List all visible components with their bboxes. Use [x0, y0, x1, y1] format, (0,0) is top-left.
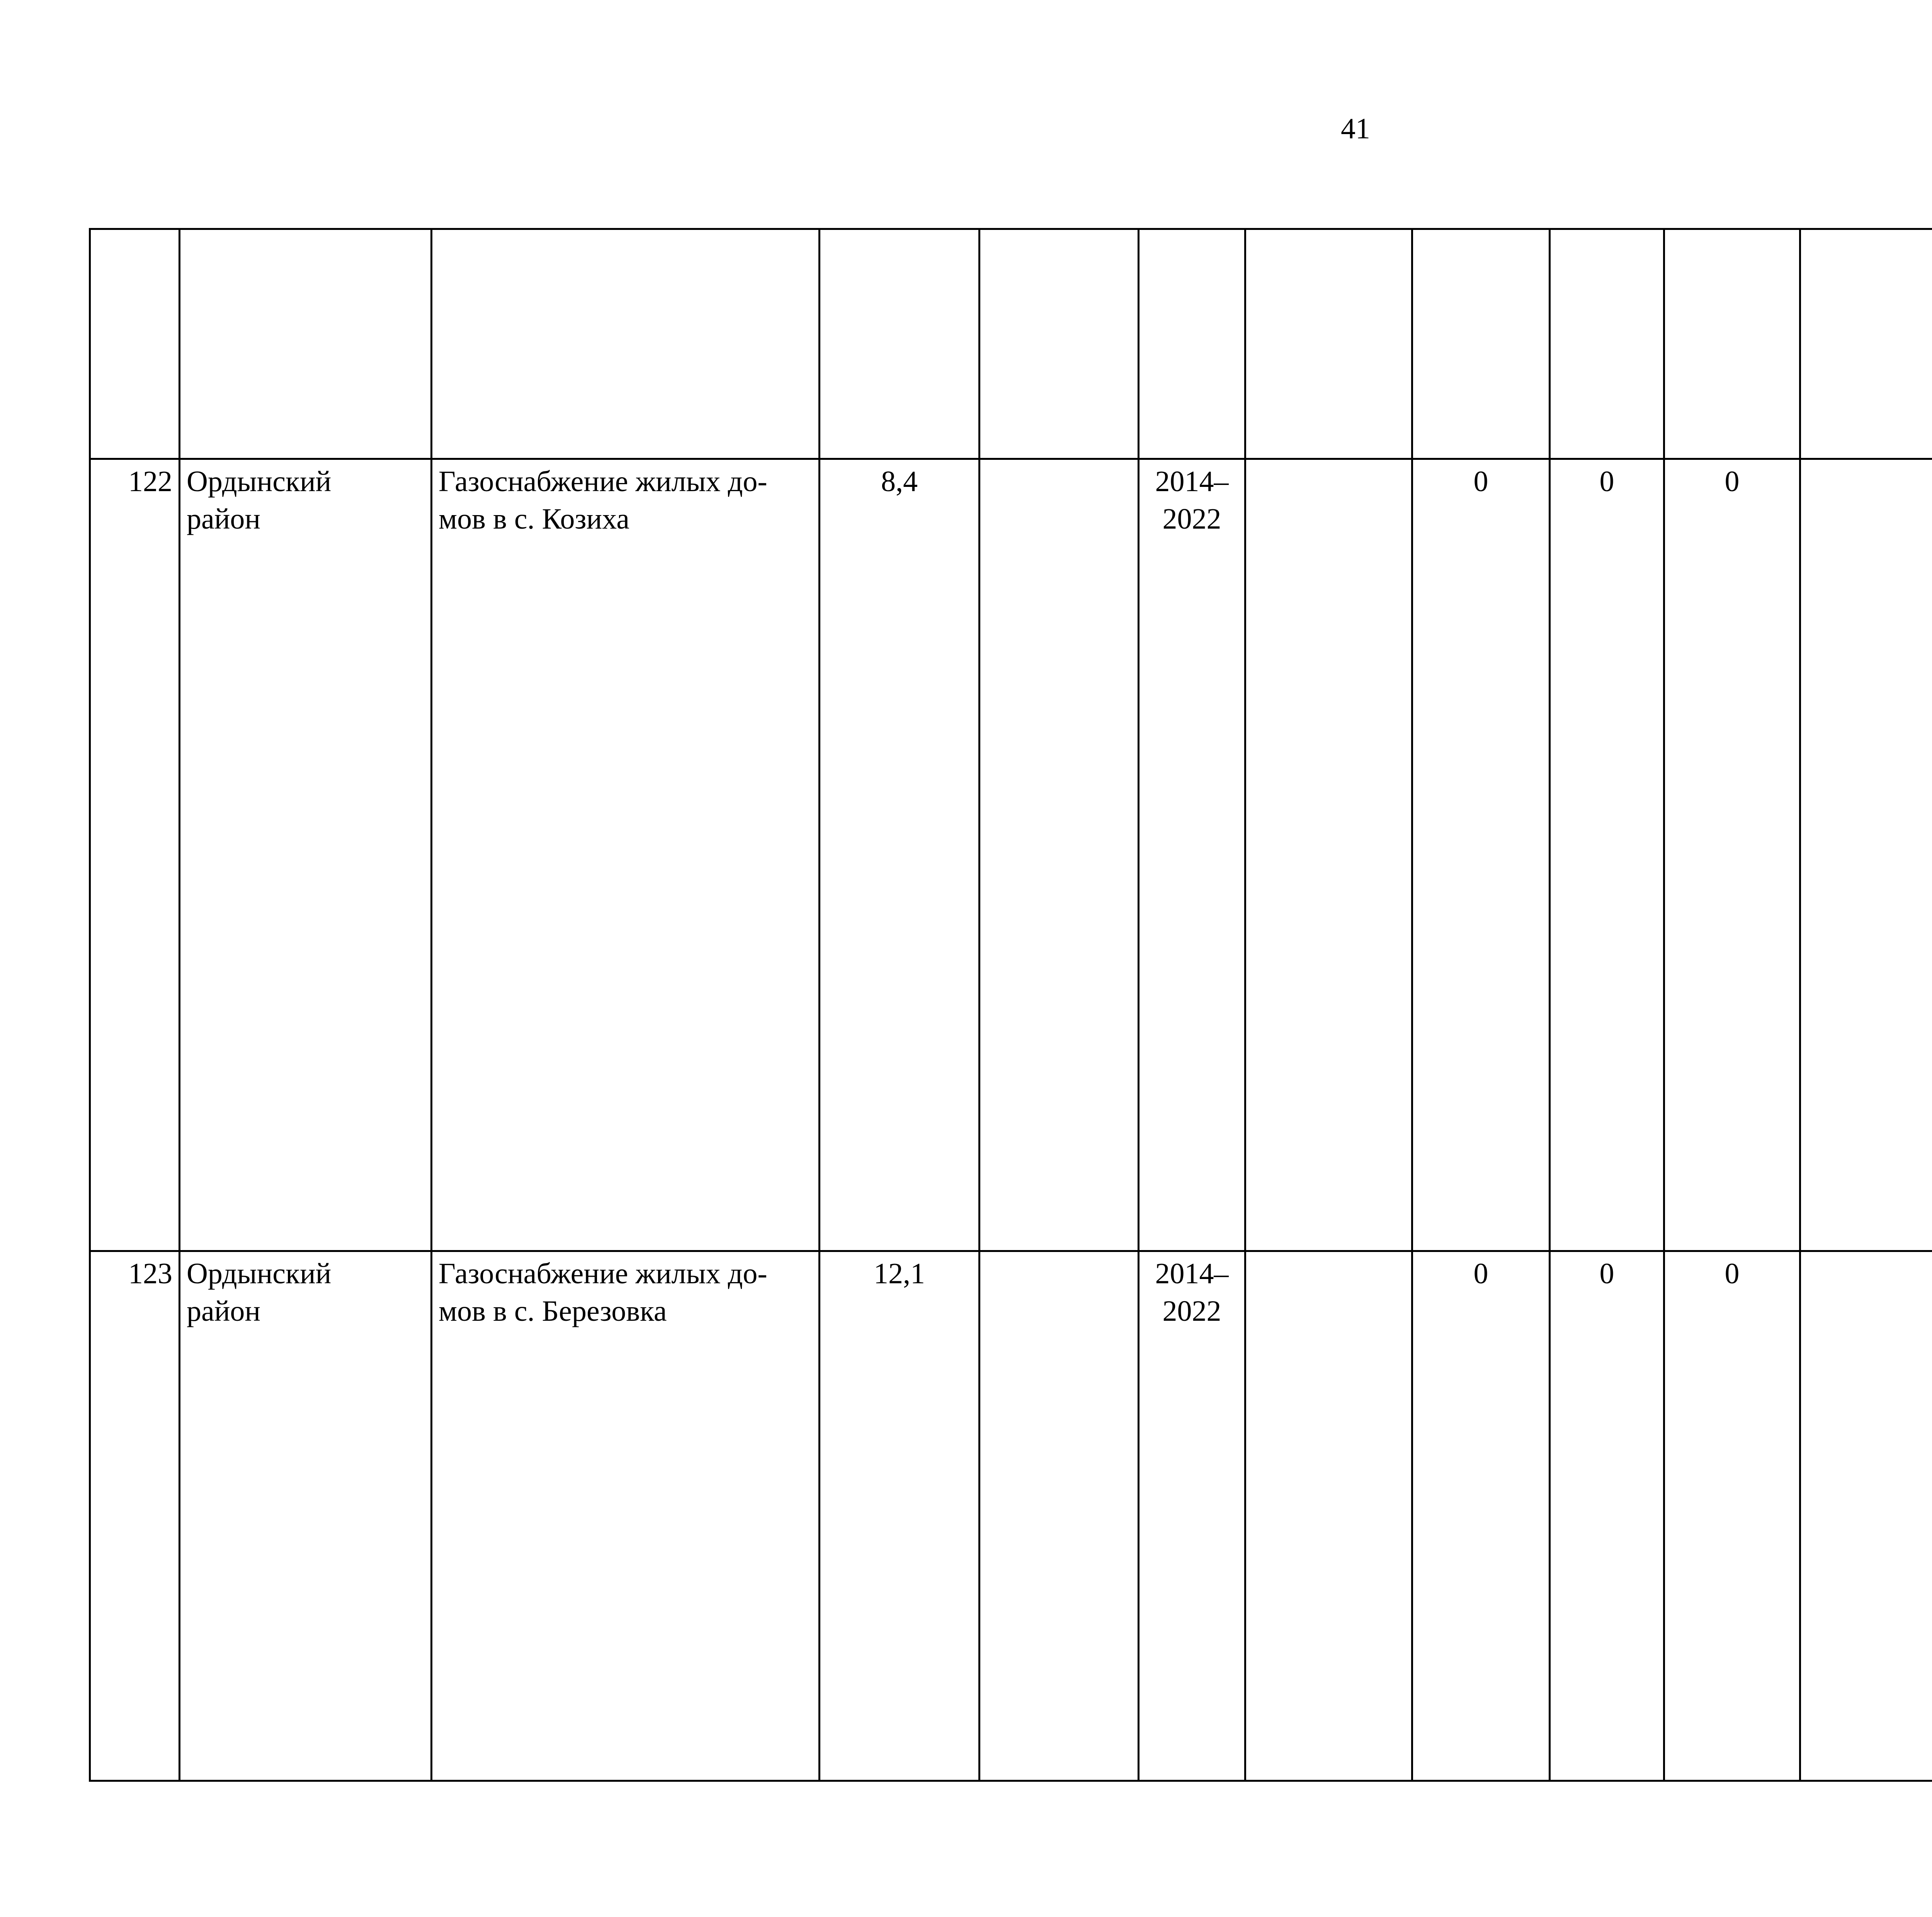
object-name-cell: [432, 229, 820, 459]
period-cell: 2014– 2022: [1139, 459, 1245, 1251]
length-cell: [820, 229, 980, 459]
table-row: [90, 1251, 1932, 1781]
gasification-table: [89, 228, 1932, 1782]
empty-cell: [1800, 459, 1932, 1251]
page-number: 41: [1341, 112, 1370, 145]
period-cell: [1139, 229, 1245, 459]
empty-cell: [1245, 229, 1412, 459]
empty-cell: [980, 459, 1139, 1251]
table-row: [90, 229, 1932, 459]
value-cell: 0: [1550, 459, 1664, 1251]
district-cell: Ордынский район: [180, 459, 432, 1251]
value-cell: [1412, 229, 1550, 459]
length-cell: 8,4: [820, 459, 980, 1251]
row-number-cell: [90, 229, 180, 459]
object-name-cell: Газоснабжение жилых до- мов в с. Березовка: [432, 1251, 820, 1781]
empty-cell: [1800, 229, 1932, 459]
row-number-cell: 122: [90, 459, 180, 1251]
value-cell: 0: [1550, 1251, 1664, 1781]
value-cell: [1664, 229, 1800, 459]
empty-cell: [980, 1251, 1139, 1781]
row-number-cell: 123: [90, 1251, 180, 1781]
district-cell: [180, 229, 432, 459]
object-name-cell: Газоснабжение жилых до- мов в с. Козиха: [432, 459, 820, 1251]
value-cell: [1550, 229, 1664, 459]
value-cell: 0: [1412, 459, 1550, 1251]
empty-cell: [1245, 459, 1412, 1251]
value-cell: 0: [1664, 459, 1800, 1251]
district-cell: Ордынский район: [180, 1251, 432, 1781]
value-cell: 0: [1412, 1251, 1550, 1781]
length-cell: 12,1: [820, 1251, 980, 1781]
table-row: [90, 459, 1932, 1251]
period-cell: 2014– 2022: [1139, 1251, 1245, 1781]
empty-cell: [1800, 1251, 1932, 1781]
value-cell: 0: [1664, 1251, 1800, 1781]
empty-cell: [980, 229, 1139, 459]
empty-cell: [1245, 1251, 1412, 1781]
